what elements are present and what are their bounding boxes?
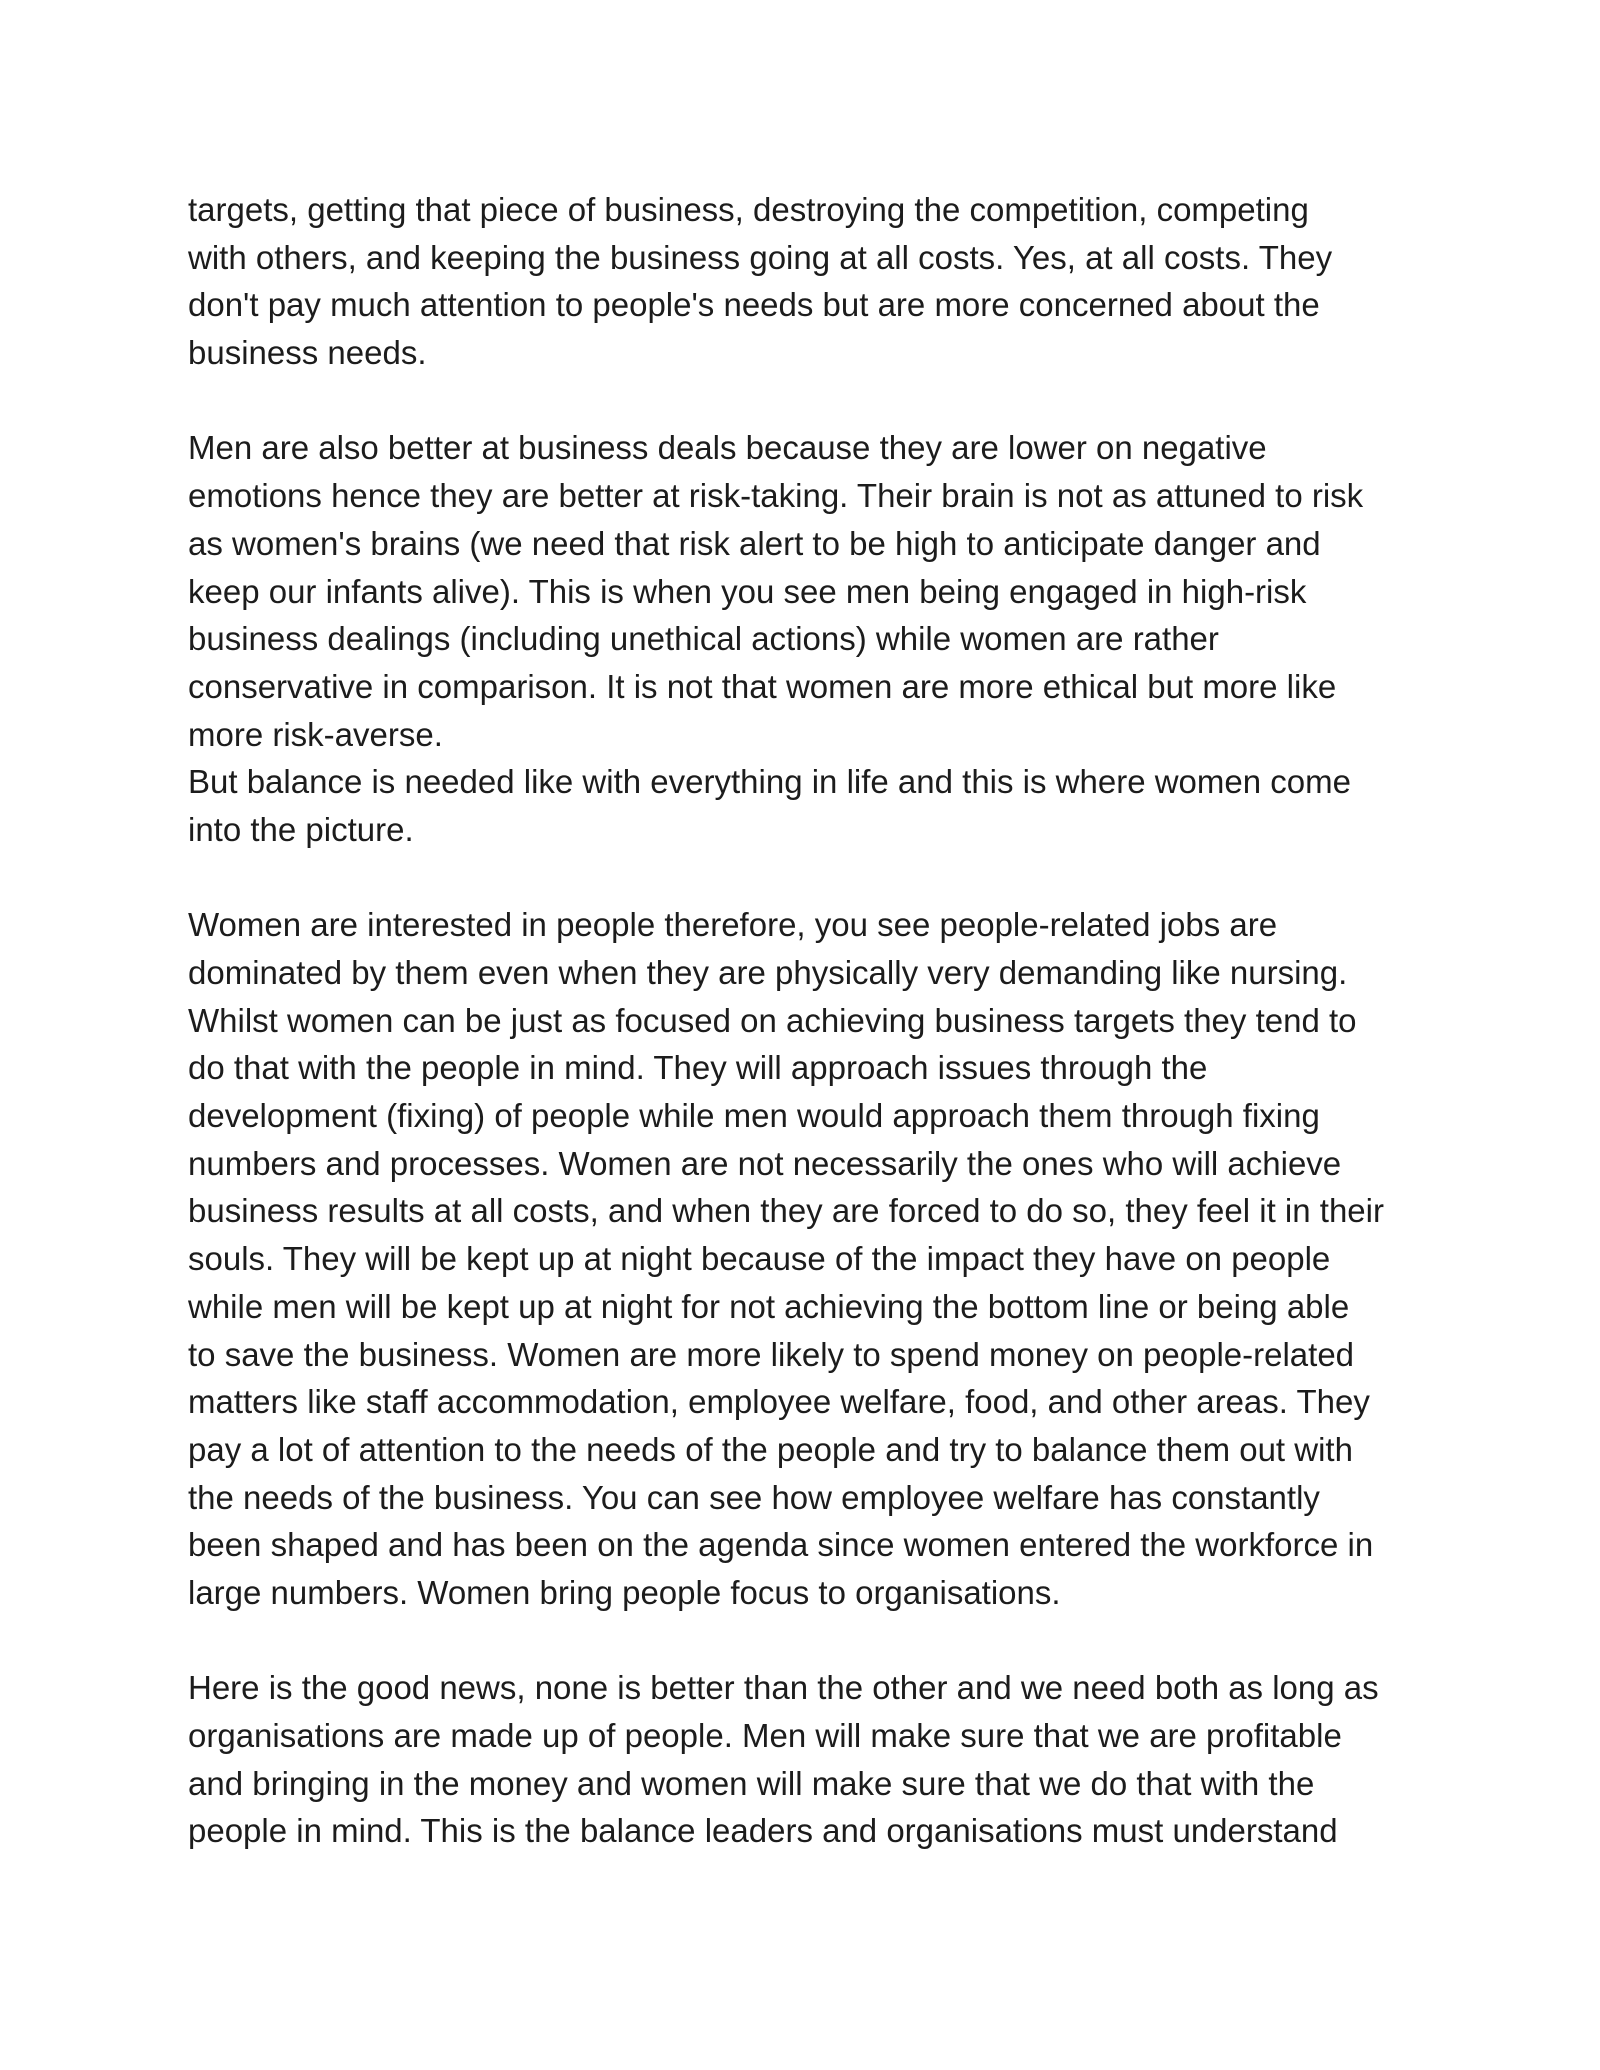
text-line: with others, and keeping the business going at all costs. Yes, at all costs. They bbox=[188, 238, 1333, 276]
paragraph-spacer bbox=[188, 1617, 1428, 1665]
text-line: business results at all costs, and when they are forced to do so, they feel it in their bbox=[188, 1192, 1384, 1230]
text-line: been shaped and has been on the agenda since women entered the workforce in bbox=[188, 1526, 1374, 1564]
text-line: matters like staff accommodation, employee welfare, food, and other areas. They bbox=[188, 1383, 1370, 1421]
text-line: don't pay much attention to people's needs but are more concerned about the bbox=[188, 286, 1320, 324]
text-line: keep our infants alive). This is when you see men being engaged in high-risk bbox=[188, 572, 1307, 610]
text-line: numbers and processes. Women are not necessarily the ones who will achieve bbox=[188, 1144, 1342, 1182]
text-line: as women's brains (we need that risk alert to be high to anticipate danger and bbox=[188, 524, 1321, 562]
text-line: dominated by them even when they are physically very demanding like nursing. bbox=[188, 954, 1348, 991]
text-line: large numbers. Women bring people focus to organisations. bbox=[188, 1573, 1061, 1611]
text-line: conservative in comparison. It is not that women are more ethical but more like bbox=[188, 667, 1337, 705]
text-line: targets, getting that piece of business, destroying the competition, competing bbox=[188, 191, 1309, 228]
text-line: Here is the good news, none is better than the other and we need both as long as bbox=[188, 1669, 1379, 1707]
text-line: Men are also better at business deals because they are lower on negative bbox=[188, 429, 1267, 467]
text-line: do that with the people in mind. They will approach issues through the bbox=[188, 1049, 1208, 1087]
text-line: emotions hence they are better at risk-taking. Their brain is not as attuned to risk bbox=[188, 477, 1364, 515]
text-line: the needs of the business. You can see how employee welfare has constantly bbox=[188, 1478, 1320, 1516]
text-line: people in mind. This is the balance leaders and organisations must understand bbox=[188, 1812, 1338, 1850]
text-line: into the picture. bbox=[188, 810, 414, 848]
text-line: development (fixing) of people while men would approach them through fixing bbox=[188, 1097, 1320, 1135]
document-body bbox=[188, 186, 1428, 1855]
text-line: business needs. bbox=[188, 334, 427, 372]
paragraph bbox=[188, 901, 1428, 1616]
text-line: to save the business. Women are more likely to spend money on people-related bbox=[188, 1335, 1355, 1373]
paragraph-spacer bbox=[188, 854, 1428, 902]
text-line: while men will be kept up at night for not achieving the bottom line or being able bbox=[188, 1287, 1350, 1325]
text-line: But balance is needed like with everything in life and this is where women come bbox=[188, 763, 1351, 801]
paragraph-spacer bbox=[188, 377, 1428, 425]
text-line: business dealings (including unethical actions) while women are rather bbox=[188, 620, 1219, 658]
paragraph bbox=[188, 186, 1428, 377]
text-line: Women are interested in people therefore, you see people-related jobs are bbox=[188, 906, 1278, 944]
text-line: pay a lot of attention to the needs of the people and try to balance them out with bbox=[188, 1430, 1353, 1468]
paragraph bbox=[188, 424, 1428, 853]
text-line: and bringing in the money and women will make sure that we do that with the bbox=[188, 1764, 1315, 1802]
text-line: Whilst women can be just as focused on achieving business targets they tend to bbox=[188, 1001, 1357, 1039]
text-line: organisations are made up of people. Men will make sure that we are profitable bbox=[188, 1717, 1342, 1754]
text-line: souls. They will be kept up at night because of the impact they have on people bbox=[188, 1240, 1331, 1278]
text-line: more risk-averse. bbox=[188, 715, 443, 753]
paragraph bbox=[188, 1664, 1428, 1855]
